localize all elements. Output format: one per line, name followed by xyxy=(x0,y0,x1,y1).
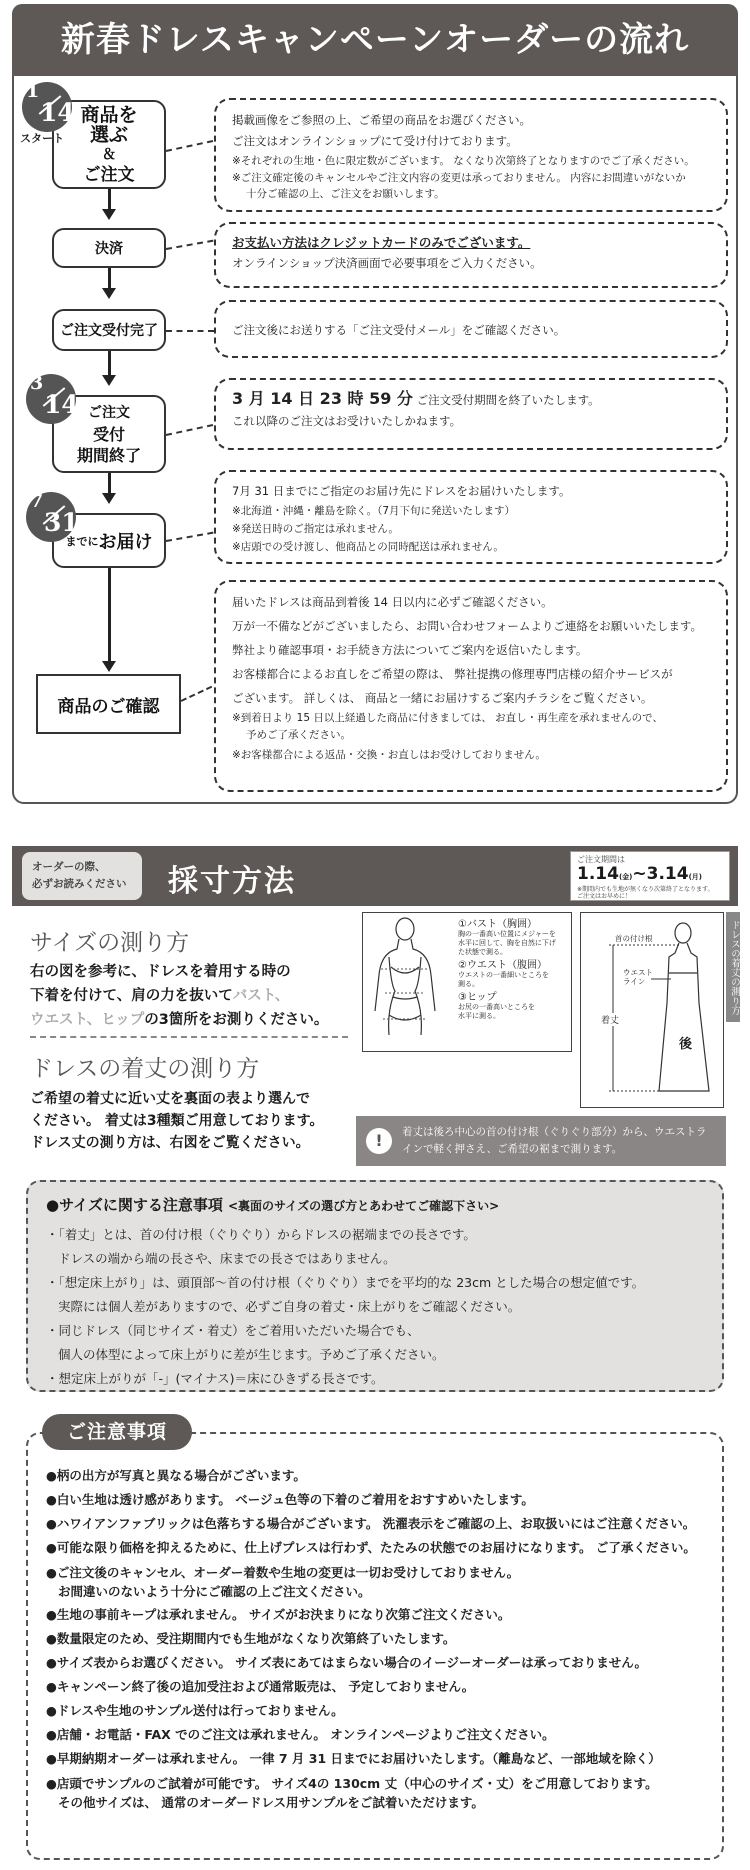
start-label: スタート xyxy=(20,132,64,145)
instruction-text: 右の図を参考に、ドレスを着用する時の xyxy=(30,964,291,980)
note-text: 届いたドレスは商品到着後 14 日以内に必ずご確認ください。 xyxy=(232,595,553,609)
date-day: 14 xyxy=(40,98,75,127)
instruction-text: ご希望の着丈に近い丈を裏面の表より選んで xyxy=(30,1091,310,1107)
note-text: ご注文はオンラインショップにて受け付けております。 xyxy=(232,134,518,148)
note-text: お客様都合によるお直しをご希望の際は、 弊社提携の修理専門店様の紹介サービスが xyxy=(232,667,673,681)
step-label: までに xyxy=(65,534,99,548)
caution-text: 着丈は後ろ中心の首の付け根（ぐりぐり部分）から、ウエストラインで軽く押さえ、ご希望の裾まで測ります。 xyxy=(402,1126,707,1155)
arrow-down-icon xyxy=(102,288,116,299)
period-sep: ~ xyxy=(632,864,647,884)
note-item: ●白い生地は透け感があります。 ベージュ色等の下着のご着用をおすすめいたします。 xyxy=(46,1492,534,1507)
waist-label: ②ウエスト（腹囲） xyxy=(458,960,547,971)
hip-label: ③ヒップ xyxy=(458,992,497,1003)
flow-line xyxy=(108,473,111,493)
note-text: ご注文受付期間を終了いたします。 xyxy=(412,393,600,407)
flow-line xyxy=(108,351,111,375)
period-label: ご注文期間は xyxy=(577,855,625,864)
note-confirm-product xyxy=(214,580,728,792)
size-note: ・想定床上がりが「-」(マイナス)＝床にひきずる長さです。 xyxy=(46,1371,384,1386)
note-period-end xyxy=(214,378,728,450)
date-badge-jul31 xyxy=(26,490,79,542)
size-note: ・「想定床上がり」は、頭頂部～首の付け根（ぐりぐり）までを平均的な 23cm とした場合の想定値です。 xyxy=(46,1275,645,1290)
step-label: 選ぶ xyxy=(89,123,128,146)
note-text: ※店頭での受け渡し、他商品との同時配送は承れません。 xyxy=(232,541,504,553)
neck-label: 首の付け根 xyxy=(615,934,653,943)
step-label: ご注文 xyxy=(83,164,135,185)
badge-text: オーダーの際、 xyxy=(32,861,106,873)
note-text: これ以降のご注文はお受けいたしかねます。 xyxy=(232,414,462,428)
measure-title: 採寸方法 xyxy=(168,864,296,899)
instruction-text: ください。 着丈は3種類ご用意しております。 xyxy=(30,1113,324,1129)
back-label: 後 xyxy=(679,1037,693,1052)
bust-desc: 胸の一番高い位置にメジャーを xyxy=(458,930,556,938)
instruction-text: の3箇所をお測りください。 xyxy=(144,1012,329,1028)
note-item: ●生地の事前キープは承れません。 サイズがお決まりになり次第ご注文ください。 xyxy=(46,1607,511,1622)
note-item: ●店頭でサンプルのご試着が可能です。 サイズ4の 130cm 丈（中心のサイズ・丈）をご用意しております。 xyxy=(46,1776,658,1791)
note-text: ※ご注文確定後のキャンセルやご注文内容の変更は承っておりません。 内容にお間違いがないか xyxy=(232,172,686,184)
notes-title: ご注意事項 xyxy=(42,1414,192,1450)
date-badge-mar14 xyxy=(26,372,79,424)
note-item: ●早期納期オーダーは承れません。 一律 7 月 31 日までにお届けいたします。（離島など、一部地域を除く） xyxy=(46,1751,661,1766)
arrow-down-icon xyxy=(102,375,116,386)
period-note: ご注文はお早めに！ xyxy=(577,893,632,900)
period-to: 3.14 xyxy=(646,864,689,884)
waist-desc: 測る。 xyxy=(458,980,479,988)
date-month: 1 xyxy=(26,80,40,102)
waist-line-label: ライン xyxy=(623,977,646,986)
note-item: ●ドレスや生地のサンプル送付は行っておりません。 xyxy=(46,1703,344,1718)
hip-desc: お尻の一番高いところを xyxy=(458,1003,535,1011)
body-figure-illustration xyxy=(367,915,457,1051)
size-note: ・「着丈」とは、首の付け根（ぐりぐり）からドレスの裾端までの長さです。 xyxy=(46,1227,476,1242)
note-item: お間違いのないよう十分にご確認の上ご注文ください。 xyxy=(58,1584,371,1599)
body-measure-figure xyxy=(362,912,572,1052)
note-select-order xyxy=(214,98,728,212)
deadline-text: 3 月 14 日 23 時 59 分 xyxy=(232,389,413,408)
bust-desc: た状態で測る。 xyxy=(458,948,507,956)
size-note: ドレスの端から端の長さや、床までの長さではありません。 xyxy=(58,1251,396,1266)
note-text: ※北海道・沖縄・離島を除く。（7月下旬に発送いたします） xyxy=(232,505,516,517)
period-note: ※期間内でも生地が無くなり次第終了となります。 xyxy=(577,886,714,893)
step-confirm-product: 商品のご確認 xyxy=(36,674,181,734)
note-text: 弊社より確認事項・お手続き方法についてご案内を返信いたします。 xyxy=(232,643,588,657)
bust-desc: 水平に回して、胸を自然に下げ xyxy=(458,939,556,947)
caution-banner xyxy=(356,1116,726,1166)
note-text: ※到着日より 15 日以上経過した商品に付きましては、 お直し・再生産を承れませんので、 xyxy=(232,712,663,724)
arrow-down-icon xyxy=(102,493,116,504)
read-before-order-badge xyxy=(22,852,142,900)
note-text: 7月 31 日までにご指定のお届け先にドレスをお届けいたします。 xyxy=(232,484,571,498)
note-text: 予めご了承ください。 xyxy=(246,729,351,741)
step-label: ご注文 xyxy=(88,404,130,421)
size-instructions xyxy=(30,960,350,1032)
badge-text: 必ずお読みください xyxy=(32,878,127,890)
date-day: 14 xyxy=(44,390,79,419)
exclamation-icon: ! xyxy=(366,1128,392,1154)
instruction-text: 下着を付けて、肩の力を抜いて xyxy=(30,988,233,1004)
date-badge-jan14 xyxy=(22,80,75,132)
period-from: 1.14 xyxy=(577,864,619,884)
flow-line xyxy=(108,189,111,209)
note-text: 十分ご確認の上、ご注文をお願いします。 xyxy=(246,188,445,200)
date-day: 31 xyxy=(44,508,79,537)
step-payment: 決済 xyxy=(52,228,166,268)
note-item: ●柄の出方が写真と異なる場合がございます。 xyxy=(46,1468,306,1483)
note-text: ※お客様都合による返品・交換・お直しはお受けしておりません。 xyxy=(232,749,546,761)
order-period-box xyxy=(570,851,730,901)
size-note: ・同じドレス（同じサイズ・着丈）をご着用いただいた場合でも、 xyxy=(46,1323,420,1338)
waist-line-label: ウエスト xyxy=(623,968,653,977)
note-text: ※発送日時のご指定は承れません。 xyxy=(232,523,399,535)
step-label: お届け xyxy=(98,531,153,553)
note-payment xyxy=(214,222,728,288)
note-delivery xyxy=(214,470,728,564)
note-item: その他サイズは、 通常のオーダードレス用サンプルをご試着いただけます。 xyxy=(58,1795,484,1810)
note-item: ●店舗・お電話・FAX でのご注文は承れません。 オンラインページよりご注文ください。 xyxy=(46,1727,555,1742)
length-heading: ドレスの着丈の測り方 xyxy=(30,1056,260,1082)
size-note: 実際には個人差がありますので、必ずご自身の着丈・床上がりをご確認ください。 xyxy=(58,1299,521,1314)
size-notes-title: ●サイズに関する注意事項 xyxy=(46,1196,223,1214)
note-text: ※それぞれの生地・色に限定数がございます。 なくなり次第終了となりますのでご了承ください。 xyxy=(232,155,695,167)
arrow-down-icon xyxy=(102,661,116,672)
note-text: ございます。 詳しくは、 商品と一緒にお届けするご案内チラシをご覧ください。 xyxy=(232,691,653,705)
page-title: 新春ドレスキャンペーンオーダーの流れ xyxy=(12,4,738,76)
note-item: ●キャンペーン終了後の追加受注および通常販売は、 予定しておりません。 xyxy=(46,1679,475,1694)
date-month: 7 xyxy=(30,490,44,512)
date-month: 3 xyxy=(30,372,44,394)
step-order-received: ご注文受付完了 xyxy=(52,309,166,351)
length-instructions xyxy=(30,1088,360,1154)
note-item: ●ハワイアンファブリックは色落ちする場合がございます。 洗濯表示をご確認の上、お取扱いにはご注意ください。 xyxy=(46,1516,696,1531)
flow-line xyxy=(108,568,111,661)
size-note: 個人の体型によって床上がりに差が生じます。予めご了承ください。 xyxy=(58,1347,445,1362)
step-label: 受付 xyxy=(92,424,125,444)
instruction-text: ドレス丈の測り方は、右図をご覧ください。 xyxy=(30,1135,310,1151)
highlight-text: ウエスト、ヒップ xyxy=(30,1012,145,1028)
highlight-text: バスト、 xyxy=(232,988,290,1004)
period-dow: (金) xyxy=(618,873,633,881)
length-label: 着丈 xyxy=(601,1013,619,1026)
waist-desc: ウエストの一番細いところを xyxy=(458,971,549,979)
notes-box xyxy=(26,1432,724,1860)
arrow-down-icon xyxy=(102,209,116,220)
divider xyxy=(30,1036,348,1038)
size-notes-subtitle: <裏面のサイズの選び方とあわせてご確認下さい> xyxy=(227,1199,500,1213)
hip-desc: 水平に測る。 xyxy=(458,1012,500,1020)
flow-line xyxy=(108,268,111,288)
note-item: ●数量限定のため、受注期間内でも生地がなくなり次第終了いたします。 xyxy=(46,1631,456,1646)
dashed-connector xyxy=(166,330,214,332)
dress-length-figure xyxy=(580,912,724,1108)
dress-length-side-label: ドレスの着丈の測り方 xyxy=(726,912,740,1022)
size-heading: サイズの測り方 xyxy=(30,930,190,956)
note-item: ●ご注文後のキャンセル、オーダー着数や生地の変更は一切お受けしておりません。 xyxy=(46,1565,520,1580)
step-label: 期間終了 xyxy=(76,445,141,465)
step-label: 商品を xyxy=(80,103,138,126)
size-notes-box xyxy=(26,1180,724,1392)
note-order-received: ご注文後にお送りする「ご注文受付メール」をご確認ください。 xyxy=(214,300,728,358)
step-label: ＆ xyxy=(102,146,116,163)
note-item: ●サイズ表からお選びください。 サイズ表にあてはまらない場合のイージーオーダーは承っておりません。 xyxy=(46,1655,648,1670)
bust-label: ①バスト（胸囲） xyxy=(458,919,537,930)
note-text: お支払い方法はクレジットカードのみでございます。 xyxy=(232,235,531,250)
note-item: ●可能な限り価格を抑えるために、仕上げプレスは行わず、たたみの状態でのお届けになります。 ご了承ください。 xyxy=(46,1540,696,1555)
period-dow: (月) xyxy=(688,873,702,881)
note-text: 掲載画像をご参照の上、ご希望の商品をお選びください。 xyxy=(232,113,531,127)
note-text: オンラインショップ決済画面で必要事項をご入力ください。 xyxy=(232,256,542,270)
note-text: 万が一不備などがございましたら、お問い合わせフォームよりご連絡をお願いいたします。 xyxy=(232,619,702,633)
